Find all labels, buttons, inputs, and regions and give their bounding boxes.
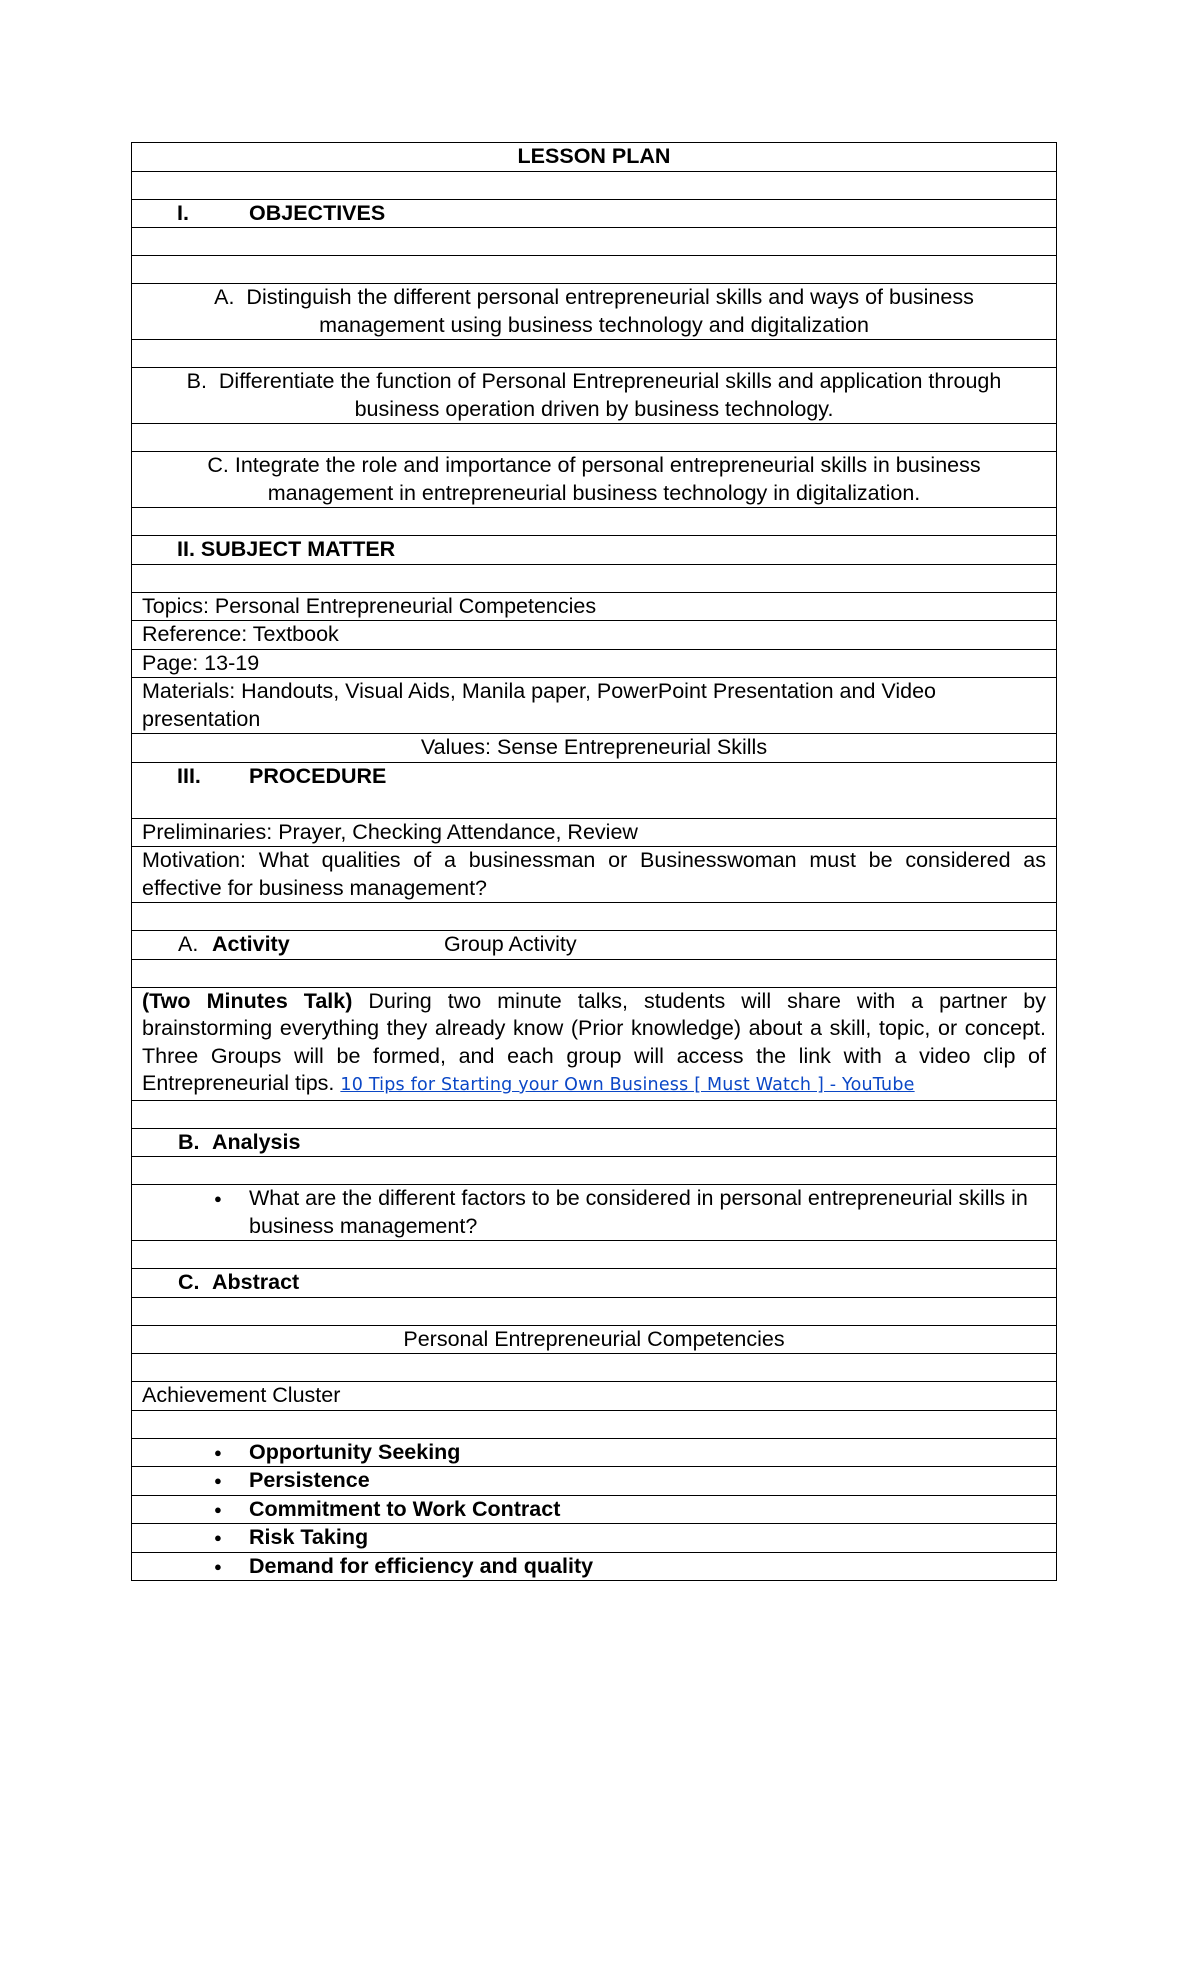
spacer-row	[132, 1157, 1057, 1185]
analysis-question: ● What are the different factors to be considered in personal entrepreneurial skills in business management?	[132, 1185, 1057, 1241]
spacer-row	[132, 903, 1057, 931]
spacer-row	[132, 424, 1057, 452]
activity-heading: A. Activity Group Activity	[132, 931, 1057, 960]
preliminaries-text: Preliminaries: Prayer, Checking Attendance, Review	[132, 818, 1057, 847]
objective-b: B. Differentiate the function of Personal Entrepreneurial skills and application through business operation driven by business technology.	[132, 368, 1057, 424]
objectives-heading: I. OBJECTIVES	[132, 199, 1057, 228]
abstract-heading: C. Abstract	[132, 1269, 1057, 1298]
reference-text: Reference: Textbook	[132, 621, 1057, 650]
spacer-row	[132, 228, 1057, 256]
values-text: Values: Sense Entrepreneurial Skills	[132, 734, 1057, 763]
spacer-row	[132, 340, 1057, 368]
list-item: ● Persistence	[132, 1467, 1057, 1496]
list-item: ● Demand for efficiency and quality	[132, 1552, 1057, 1581]
spacer-row	[132, 1297, 1057, 1325]
list-item: ● Risk Taking	[132, 1524, 1057, 1553]
spacer-row	[132, 1410, 1057, 1438]
motivation-text: Motivation: What qualities of a businessman or Businesswoman must be considered as effective for business management?	[132, 847, 1057, 903]
page-range-text: Page: 13-19	[132, 649, 1057, 678]
list-item: ● Opportunity Seeking	[132, 1438, 1057, 1467]
objective-a: A. Distinguish the different personal entrepreneurial skills and ways of business management using business technology and digitalization	[132, 284, 1057, 340]
objective-c: C. Integrate the role and importance of personal entrepreneurial skills in business management in entrepreneurial business technology in digitalization.	[132, 452, 1057, 508]
youtube-link[interactable]: 10 Tips for Starting your Own Business [ Must Watch ] - YouTube	[340, 1075, 915, 1095]
spacer-row	[132, 1241, 1057, 1269]
procedure-heading: III. PROCEDURE	[132, 762, 1057, 818]
subject-matter-heading: II. SUBJECT MATTER	[132, 536, 1057, 565]
lesson-plan-page	[131, 142, 1057, 1581]
page-title: LESSON PLAN	[132, 143, 1057, 172]
abstract-title: Personal Entrepreneurial Competencies	[132, 1325, 1057, 1354]
spacer-row	[132, 1354, 1057, 1382]
spacer-row	[132, 959, 1057, 987]
achievement-cluster-label: Achievement Cluster	[132, 1382, 1057, 1411]
activity-description: (Two Minutes Talk) During two minute talks, students will share with a partner by brainstorming everything they already know (Prior knowledge) about a skill, topic, or concept. Three Groups will be formed, and each group will access the link with a video clip of Entrepreneurial tips. 10 Tips for Starting your Own Business [ Must Watch ] - YouTube	[132, 987, 1057, 1100]
list-item: ● Commitment to Work Contract	[132, 1495, 1057, 1524]
spacer-row	[132, 256, 1057, 284]
analysis-heading: B. Analysis	[132, 1128, 1057, 1157]
topics-text: Topics: Personal Entrepreneurial Competencies	[132, 592, 1057, 621]
spacer-row	[132, 1100, 1057, 1128]
spacer-row	[132, 171, 1057, 199]
materials-text: Materials: Handouts, Visual Aids, Manila paper, PowerPoint Presentation and Video presentation	[132, 678, 1057, 734]
spacer-row	[132, 508, 1057, 536]
spacer-row	[132, 564, 1057, 592]
lesson-plan-table	[131, 142, 1057, 1581]
